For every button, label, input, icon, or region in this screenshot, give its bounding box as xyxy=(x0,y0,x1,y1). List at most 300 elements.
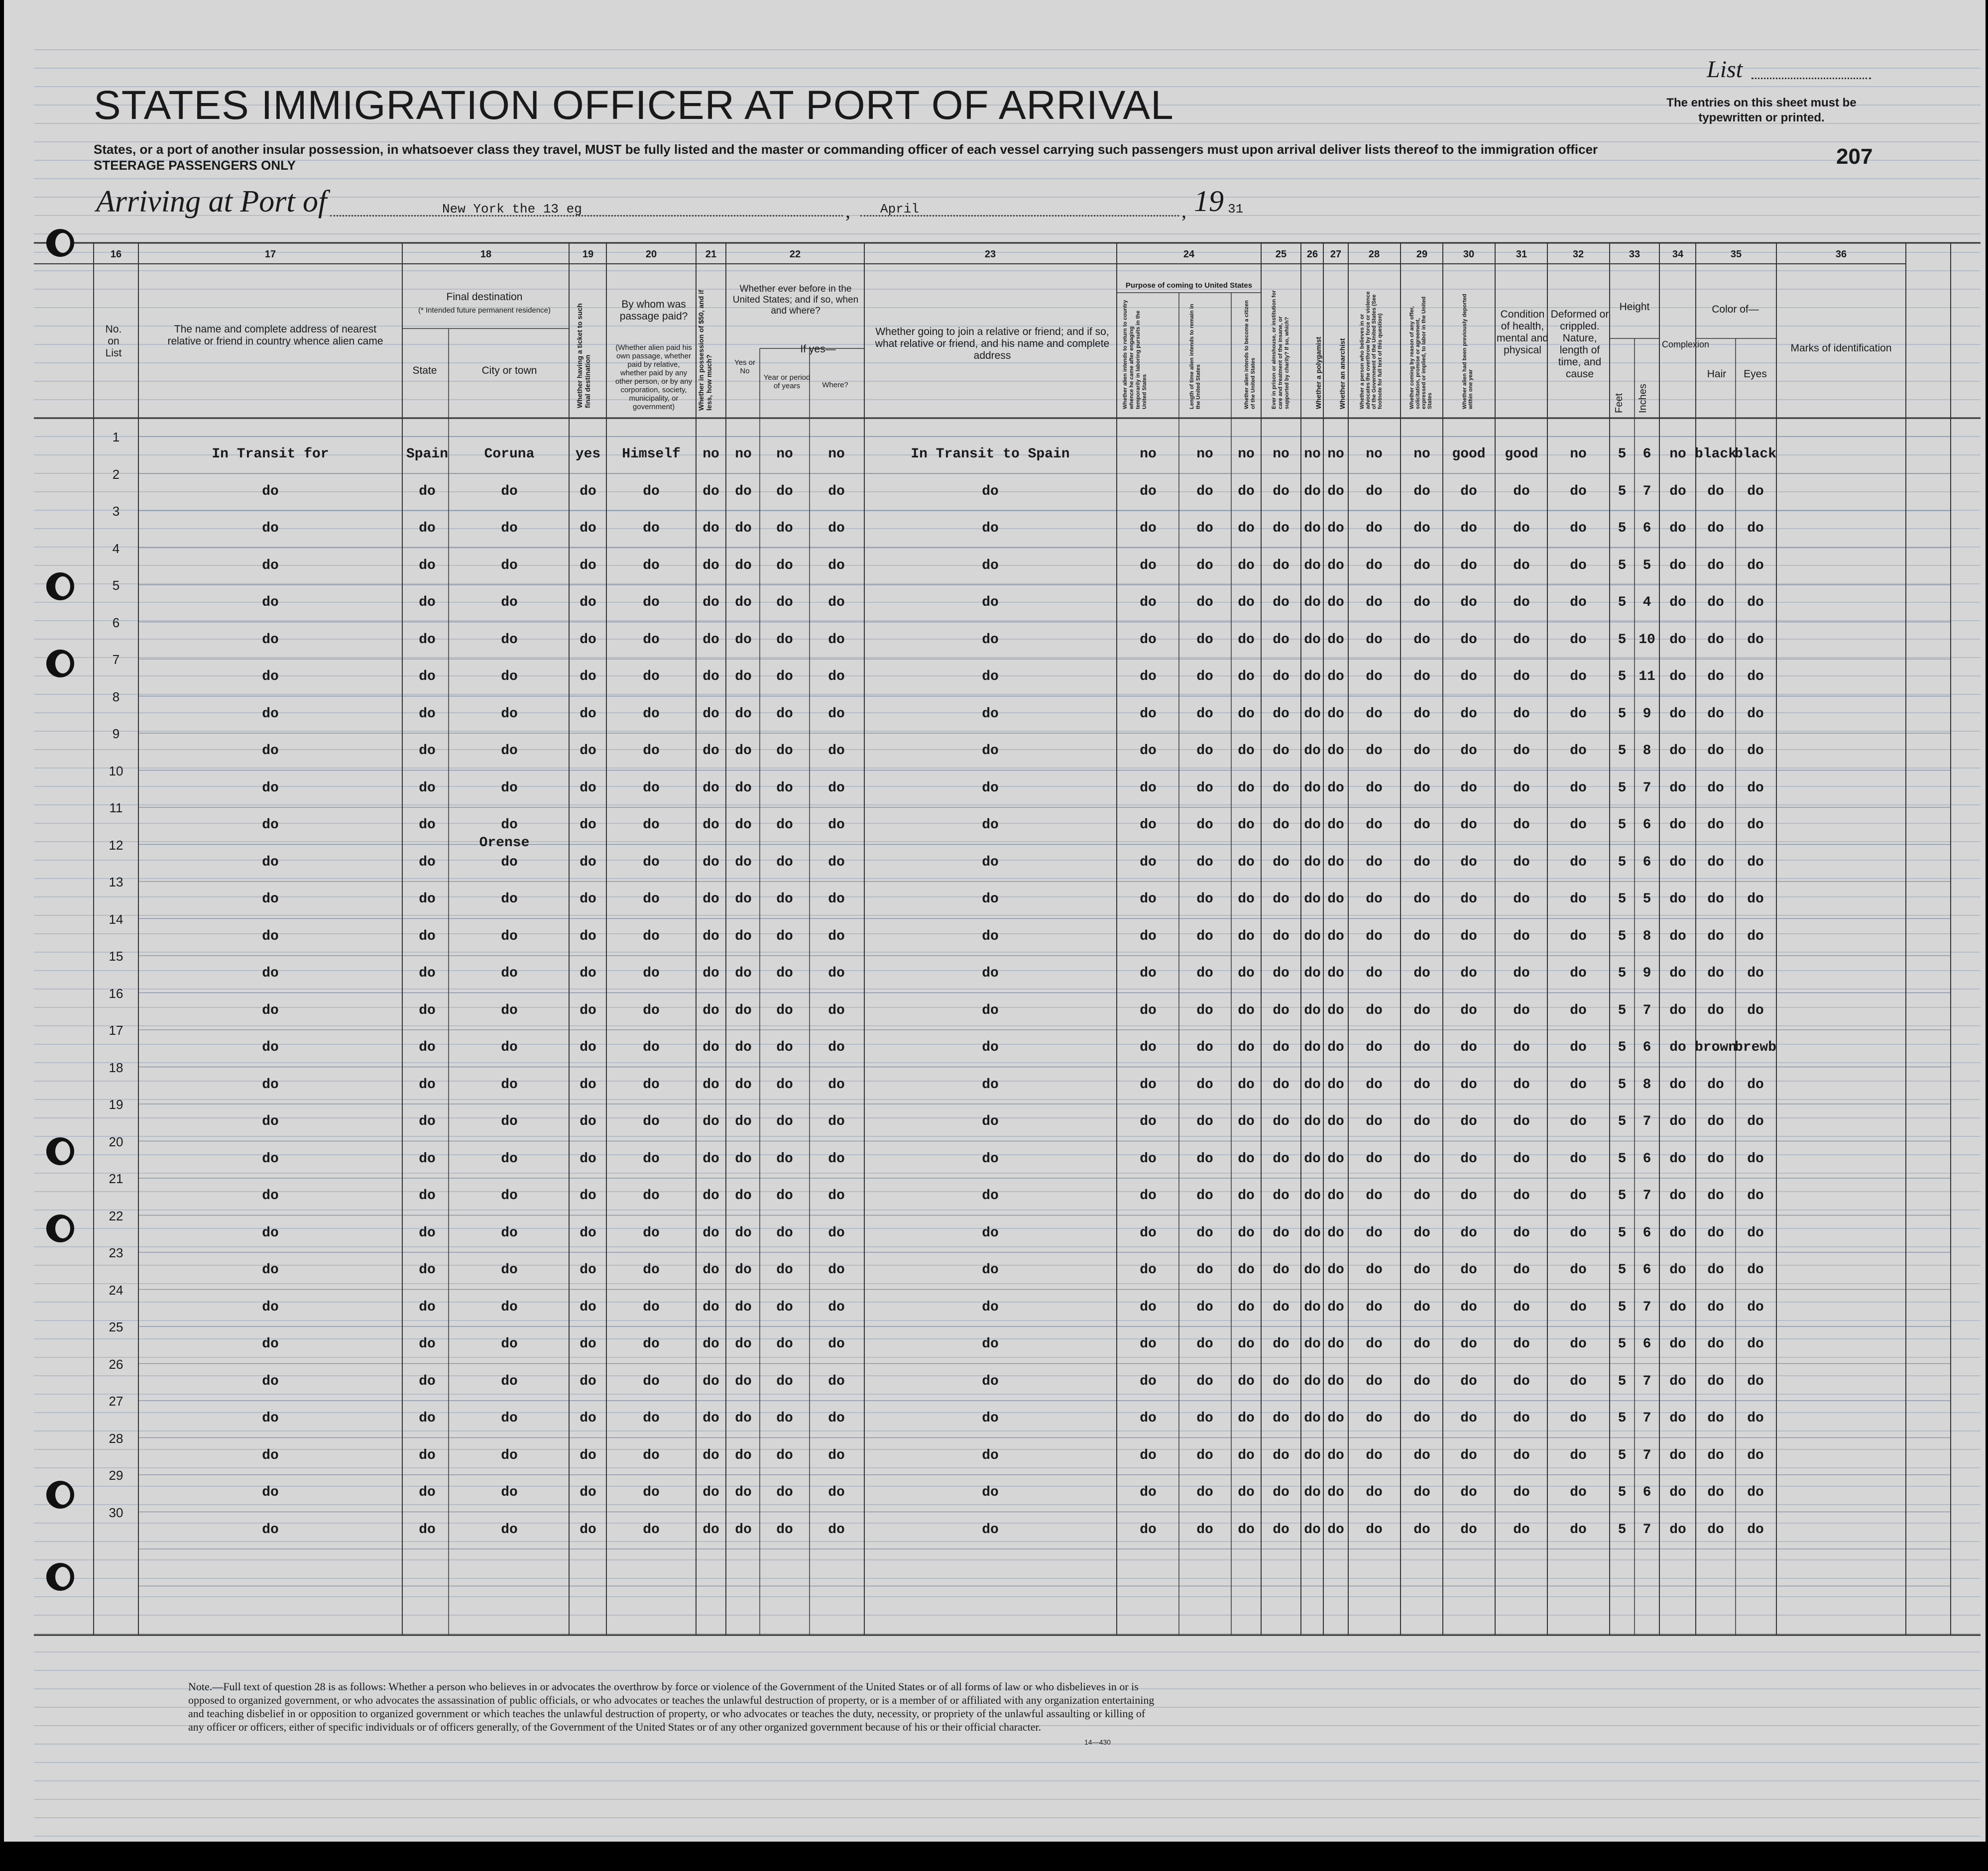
row-22-eyes: do xyxy=(1747,1225,1764,1241)
row-24-state: do xyxy=(419,1299,436,1315)
row-13-c32: do xyxy=(1570,891,1587,907)
row-5-where: do xyxy=(828,595,845,610)
row-24-c32: do xyxy=(1570,1299,1587,1315)
row-3-relative: do xyxy=(262,521,279,536)
row-29-c25: do xyxy=(1273,1485,1289,1500)
row-9-eyes: do xyxy=(1747,743,1764,759)
row-3-c32: do xyxy=(1570,521,1587,536)
row-28-hair: do xyxy=(1707,1447,1724,1463)
row-27-pb: do xyxy=(1196,1411,1213,1426)
row-21-complexion: do xyxy=(1669,1188,1686,1204)
row-8-feet: 5 xyxy=(1618,706,1627,722)
row-27-c30: do xyxy=(1460,1411,1477,1426)
row-6-c26: do xyxy=(1304,632,1321,648)
row-15-c32: do xyxy=(1570,966,1587,981)
col20-note: (Whether alien paid his own passage, whether paid by relative, whether paid by any other person, or by any corporation, society, municipality, or government) xyxy=(615,343,693,411)
row-22-c29: do xyxy=(1413,1225,1430,1241)
row-18-c30: do xyxy=(1460,1077,1477,1093)
row-number: 7 xyxy=(112,652,120,667)
row-26-paid_by: do xyxy=(643,1373,660,1389)
row-5-pb: do xyxy=(1196,595,1213,610)
row-25-c32: do xyxy=(1570,1336,1587,1352)
row-24-c28: do xyxy=(1366,1299,1383,1315)
row-16-year: do xyxy=(776,1002,793,1018)
row-26-feet: 5 xyxy=(1618,1373,1627,1389)
row-14-complexion: do xyxy=(1669,928,1686,944)
row-7-pb: do xyxy=(1196,669,1213,684)
row-5-eyes: do xyxy=(1747,595,1764,610)
row-22-state: do xyxy=(419,1225,436,1241)
row-26-c30: do xyxy=(1460,1373,1477,1389)
row-22-ticket: do xyxy=(580,1225,596,1241)
row-18-pc: do xyxy=(1238,1077,1255,1093)
row-2-relative: do xyxy=(262,483,279,499)
col31-header: Condition of health, mental and physical xyxy=(1497,309,1548,356)
row-14-pb: do xyxy=(1196,928,1213,944)
row-9-money: do xyxy=(702,743,719,759)
row-30-city: do xyxy=(501,1522,518,1538)
row-24-c29: do xyxy=(1413,1299,1430,1315)
row-30-inches: 7 xyxy=(1642,1522,1651,1538)
col33-header: Height xyxy=(1619,301,1650,313)
row-number: 19 xyxy=(109,1097,123,1112)
row-19-c30: do xyxy=(1460,1114,1477,1129)
row-2-feet: 5 xyxy=(1618,483,1627,499)
row-10-relative: do xyxy=(262,780,279,796)
row-16-state: do xyxy=(419,1002,436,1018)
row-6-join: do xyxy=(982,632,999,648)
row-4-relative: do xyxy=(262,557,279,573)
row-8-c25: do xyxy=(1273,706,1289,722)
row-28-c31: do xyxy=(1513,1447,1530,1463)
row-2-c31: do xyxy=(1513,483,1530,499)
row-5-pc: do xyxy=(1238,595,1255,610)
row-7-ticket: do xyxy=(580,669,596,684)
row-1-before-where: no xyxy=(828,446,845,462)
row-23-complexion: do xyxy=(1669,1262,1686,1278)
row-1-c28: no xyxy=(1366,446,1383,462)
row-13-c30: do xyxy=(1460,891,1477,907)
row-16-pa: do xyxy=(1140,1002,1157,1018)
row-20-city: do xyxy=(501,1151,518,1167)
row-18-c26: do xyxy=(1304,1077,1321,1093)
row-number: 12 xyxy=(109,837,123,853)
row-8-pc: do xyxy=(1238,706,1255,722)
row-7-complexion: do xyxy=(1669,669,1686,684)
row-16-c27: do xyxy=(1327,1002,1344,1018)
row-29-c27: do xyxy=(1327,1485,1344,1500)
row-25-c27: do xyxy=(1327,1336,1344,1352)
row-17-complexion: do xyxy=(1669,1040,1686,1055)
row-number: 20 xyxy=(109,1134,123,1149)
row-6-c29: do xyxy=(1413,632,1430,648)
row-22-c28: do xyxy=(1366,1225,1383,1241)
row-19-money: do xyxy=(702,1114,719,1129)
row-17-pa: do xyxy=(1140,1040,1157,1055)
row-20-year: do xyxy=(776,1151,793,1167)
row-15-money: do xyxy=(702,966,719,981)
row-19-pc: do xyxy=(1238,1114,1255,1129)
row-12-city: do xyxy=(501,854,518,870)
row-23-year: do xyxy=(776,1262,793,1278)
row-10-eyes: do xyxy=(1747,780,1764,796)
row-9-pa: do xyxy=(1140,743,1157,759)
row-10-join: do xyxy=(982,780,999,796)
row-8-ticket: do xyxy=(580,706,596,722)
row-number: 30 xyxy=(109,1505,123,1520)
row-12-feet: 5 xyxy=(1618,854,1627,870)
row-5-state: do xyxy=(419,595,436,610)
row-21-pb: do xyxy=(1196,1188,1213,1204)
col25-header: Ever in prison or almshouse, or institution for care and treatment of the insane, or supported by charity? If so, which? xyxy=(1271,290,1290,409)
row-27-c27: do xyxy=(1327,1411,1344,1426)
row-27-c31: do xyxy=(1513,1411,1530,1426)
row-21-money: do xyxy=(702,1188,719,1204)
row-3-ticket: do xyxy=(580,521,596,536)
row-29-feet: 5 xyxy=(1618,1485,1627,1500)
row-10-pc: do xyxy=(1238,780,1255,796)
row-13-c25: do xyxy=(1273,891,1289,907)
row-10-state: do xyxy=(419,780,436,796)
row-25-eyes: do xyxy=(1747,1336,1764,1352)
row-25-complexion: do xyxy=(1669,1336,1686,1352)
row-23-c25: do xyxy=(1273,1262,1289,1278)
row-5-c31: do xyxy=(1513,595,1530,610)
row-8-yn: do xyxy=(735,706,752,722)
row-30-paid_by: do xyxy=(643,1522,660,1538)
column-number-25: 25 xyxy=(1275,249,1287,260)
row-30-money: do xyxy=(702,1522,719,1538)
row-24-relative: do xyxy=(262,1299,279,1315)
row-11-city-change: Orense xyxy=(479,835,530,851)
row-16-complexion: do xyxy=(1669,1002,1686,1018)
row-10-paid_by: do xyxy=(643,780,660,796)
row-1-eyes: black xyxy=(1734,446,1776,462)
col36-header: Marks of identification xyxy=(1790,342,1892,354)
row-16-city: do xyxy=(501,1002,518,1018)
row-17-c29: do xyxy=(1413,1040,1430,1055)
row-17-c32: do xyxy=(1570,1040,1587,1055)
row-16-c30: do xyxy=(1460,1002,1477,1018)
row-14-c31: do xyxy=(1513,928,1530,944)
comma-mark: , xyxy=(845,200,850,222)
row-11-eyes: do xyxy=(1747,817,1764,833)
row-27-money: do xyxy=(702,1411,719,1426)
row-27-where: do xyxy=(828,1411,845,1426)
row-27-relative: do xyxy=(262,1411,279,1426)
row-10-c28: do xyxy=(1366,780,1383,796)
row-12-paid_by: do xyxy=(643,854,660,870)
row-number: 8 xyxy=(112,689,120,704)
column-number-33: 33 xyxy=(1629,249,1640,260)
row-15-pa: do xyxy=(1140,966,1157,981)
row-6-feet: 5 xyxy=(1618,632,1627,648)
row-5-c29: do xyxy=(1413,595,1430,610)
row-14-money: do xyxy=(702,928,719,944)
row-27-c25: do xyxy=(1273,1411,1289,1426)
row-3-c25: do xyxy=(1273,521,1289,536)
column-number-31: 31 xyxy=(1516,249,1527,260)
row-3-hair: do xyxy=(1707,521,1724,536)
row-15-eyes: do xyxy=(1747,966,1764,981)
row-number: 22 xyxy=(109,1208,123,1223)
row-22-inches: 6 xyxy=(1642,1225,1651,1241)
row-12-c26: do xyxy=(1304,854,1321,870)
column-number-19: 19 xyxy=(582,249,594,260)
row-7-c30: do xyxy=(1460,669,1477,684)
row-23-where: do xyxy=(828,1262,845,1278)
row-2-c29: do xyxy=(1413,483,1430,499)
row-4-year: do xyxy=(776,557,793,573)
row-25-c26: do xyxy=(1304,1336,1321,1352)
row-29-c29: do xyxy=(1413,1485,1430,1500)
row-number: 16 xyxy=(109,986,123,1001)
row-15-paid_by: do xyxy=(643,966,660,981)
row-22-feet: 5 xyxy=(1618,1225,1627,1241)
row-9-c32: do xyxy=(1570,743,1587,759)
row-23-c31: do xyxy=(1513,1262,1530,1278)
row-21-eyes: do xyxy=(1747,1188,1764,1204)
row-4-yn: do xyxy=(735,557,752,573)
row-29-complexion: do xyxy=(1669,1485,1686,1500)
entries-note: The entries on this sheet must be typewritten or printed. xyxy=(1666,96,1857,124)
row-4-c29: do xyxy=(1413,557,1430,573)
row-number: 3 xyxy=(112,504,120,519)
row-19-hair: do xyxy=(1707,1114,1724,1129)
row-24-city: do xyxy=(501,1299,518,1315)
row-11-ticket: do xyxy=(580,817,596,833)
row-26-year: do xyxy=(776,1373,793,1389)
row-18-pa: do xyxy=(1140,1077,1157,1093)
row-10-year: do xyxy=(776,780,793,796)
row-18-yn: do xyxy=(735,1077,752,1093)
row-23-money: do xyxy=(702,1262,719,1278)
row-23-ticket: do xyxy=(580,1262,596,1278)
row-17-state: do xyxy=(419,1040,436,1055)
row-19-where: do xyxy=(828,1114,845,1129)
col19-header: Whether having a ticket to such final destination xyxy=(576,303,591,408)
col22-ifyes: If yes— xyxy=(800,343,836,355)
row-13-c26: do xyxy=(1304,891,1321,907)
row-9-relative: do xyxy=(262,743,279,759)
row-1-purpose-c: no xyxy=(1238,446,1255,462)
row-22-c26: do xyxy=(1304,1225,1321,1241)
row-15-year: do xyxy=(776,966,793,981)
row-25-c31: do xyxy=(1513,1336,1530,1352)
row-25-feet: 5 xyxy=(1618,1336,1627,1352)
row-27-ticket: do xyxy=(580,1411,596,1426)
row-7-inches: 11 xyxy=(1638,669,1655,684)
row-9-c27: do xyxy=(1327,743,1344,759)
row-1-purpose-a: no xyxy=(1140,446,1157,462)
row-12-complexion: do xyxy=(1669,854,1686,870)
row-number: 26 xyxy=(109,1356,123,1372)
row-24-ticket: do xyxy=(580,1299,596,1315)
row-7-relative: do xyxy=(262,669,279,684)
row-9-c29: do xyxy=(1413,743,1430,759)
row-21-paid_by: do xyxy=(643,1188,660,1204)
row-5-c26: do xyxy=(1304,595,1321,610)
row-4-complexion: do xyxy=(1669,557,1686,573)
row-8-complexion: do xyxy=(1669,706,1686,722)
row-19-ticket: do xyxy=(580,1114,596,1129)
row-2-city: do xyxy=(501,483,518,499)
row-10-c30: do xyxy=(1460,780,1477,796)
row-24-pc: do xyxy=(1238,1299,1255,1315)
row-30-c28: do xyxy=(1366,1522,1383,1538)
row-27-complexion: do xyxy=(1669,1411,1686,1426)
row-20-state: do xyxy=(419,1151,436,1167)
row-18-city: do xyxy=(501,1077,518,1093)
row-3-money: do xyxy=(702,521,719,536)
row-21-city: do xyxy=(501,1188,518,1204)
row-14-paid_by: do xyxy=(643,928,660,944)
row-20-c31: do xyxy=(1513,1151,1530,1167)
row-11-paid_by: do xyxy=(643,817,660,833)
row-5-hair: do xyxy=(1707,595,1724,610)
row-14-hair: do xyxy=(1707,928,1724,944)
row-14-c29: do xyxy=(1413,928,1430,944)
row-30-ticket: do xyxy=(580,1522,596,1538)
row-29-where: do xyxy=(828,1485,845,1500)
row-26-pb: do xyxy=(1196,1373,1213,1389)
row-16-ticket: do xyxy=(580,1002,596,1018)
row-17-relative: do xyxy=(262,1040,279,1055)
row-19-c25: do xyxy=(1273,1114,1289,1129)
row-27-c32: do xyxy=(1570,1411,1587,1426)
col22-year-header: Year or period of years xyxy=(763,373,811,390)
row-number: 4 xyxy=(112,541,120,556)
row-19-c32: do xyxy=(1570,1114,1587,1129)
row-27-join: do xyxy=(982,1411,999,1426)
row-4-state: do xyxy=(419,557,436,573)
row-15-pb: do xyxy=(1196,966,1213,981)
row-21-c32: do xyxy=(1570,1188,1587,1204)
port-dotted-line xyxy=(330,215,843,217)
row-2-inches: 7 xyxy=(1642,483,1651,499)
row-24-c26: do xyxy=(1304,1299,1321,1315)
row-6-state: do xyxy=(419,632,436,648)
row-22-pc: do xyxy=(1238,1225,1255,1241)
row-2-year: do xyxy=(776,483,793,499)
punch-hole-mark xyxy=(46,1563,74,1591)
row-number: 27 xyxy=(109,1394,123,1409)
row-18-join: do xyxy=(982,1077,999,1093)
row-17-pb: do xyxy=(1196,1040,1213,1055)
row-6-city: do xyxy=(501,632,518,648)
row-27-c26: do xyxy=(1304,1411,1321,1426)
row-24-c31: do xyxy=(1513,1299,1530,1315)
row-8-c31: do xyxy=(1513,706,1530,722)
row-18-complexion: do xyxy=(1669,1077,1686,1093)
comma-mark: , xyxy=(1181,200,1186,222)
col34-header: Complexion xyxy=(1662,339,1710,349)
col23-header: Whether going to join a relative or friend; and if so, what relative or friend, and his name and complete address xyxy=(875,326,1110,361)
row-21-year: do xyxy=(776,1188,793,1204)
row-23-inches: 6 xyxy=(1642,1262,1651,1278)
row-9-state: do xyxy=(419,743,436,759)
row-number: 24 xyxy=(109,1282,123,1298)
col18-state-header: State xyxy=(412,365,437,376)
row-13-c31: do xyxy=(1513,891,1530,907)
row-13-ticket: do xyxy=(580,891,596,907)
row-12-state: do xyxy=(419,854,436,870)
row-24-pb: do xyxy=(1196,1299,1213,1315)
row-22-yn: do xyxy=(735,1225,752,1241)
row-13-complexion: do xyxy=(1669,891,1686,907)
row-15-pc: do xyxy=(1238,966,1255,981)
row-7-join: do xyxy=(982,669,999,684)
row-26-pa: do xyxy=(1140,1373,1157,1389)
row-18-year: do xyxy=(776,1077,793,1093)
row-28-join: do xyxy=(982,1447,999,1463)
row-20-where: do xyxy=(828,1151,845,1167)
row-28-year: do xyxy=(776,1447,793,1463)
row-12-pa: do xyxy=(1140,854,1157,870)
row-7-yn: do xyxy=(735,669,752,684)
row-30-c30: do xyxy=(1460,1522,1477,1538)
row-9-c25: do xyxy=(1273,743,1289,759)
row-9-paid_by: do xyxy=(643,743,660,759)
row-1-c30: good xyxy=(1452,446,1486,462)
row-22-pb: do xyxy=(1196,1225,1213,1241)
row-29-c31: do xyxy=(1513,1485,1530,1500)
row-20-feet: 5 xyxy=(1618,1151,1627,1167)
row-25-join: do xyxy=(982,1336,999,1352)
row-20-c27: do xyxy=(1327,1151,1344,1167)
row-20-pb: do xyxy=(1196,1151,1213,1167)
row-12-year: do xyxy=(776,854,793,870)
row-4-c27: do xyxy=(1327,557,1344,573)
row-15-c29: do xyxy=(1413,966,1430,981)
row-11-join: do xyxy=(982,817,999,833)
row-12-ticket: do xyxy=(580,854,596,870)
row-29-inches: 6 xyxy=(1642,1485,1651,1500)
row-15-c27: do xyxy=(1327,966,1344,981)
row-16-join: do xyxy=(982,1002,999,1018)
row-27-c28: do xyxy=(1366,1411,1383,1426)
row-6-complexion: do xyxy=(1669,632,1686,648)
row-10-c32: do xyxy=(1570,780,1587,796)
row-17-c28: do xyxy=(1366,1040,1383,1055)
row-1-money: no xyxy=(702,446,719,462)
row-30-c32: do xyxy=(1570,1522,1587,1538)
row-28-where: do xyxy=(828,1447,845,1463)
row-28-c28: do xyxy=(1366,1447,1383,1463)
row-26-c31: do xyxy=(1513,1373,1530,1389)
row-20-c28: do xyxy=(1366,1151,1383,1167)
column-number-16: 16 xyxy=(110,249,122,260)
row-30-c25: do xyxy=(1273,1522,1289,1538)
row-29-c32: do xyxy=(1570,1485,1587,1500)
row-28-eyes: do xyxy=(1747,1447,1764,1463)
row-12-c29: do xyxy=(1413,854,1430,870)
row-3-c28: do xyxy=(1366,521,1383,536)
row-28-relative: do xyxy=(262,1447,279,1463)
row-17-c30: do xyxy=(1460,1040,1477,1055)
row-7-c28: do xyxy=(1366,669,1383,684)
row-26-complexion: do xyxy=(1669,1373,1686,1389)
row-7-state: do xyxy=(419,669,436,684)
col17-header: The name and complete address of nearest relative or friend in country whence alien came xyxy=(167,324,383,347)
row-5-year: do xyxy=(776,595,793,610)
row-27-yn: do xyxy=(735,1411,752,1426)
row-23-pc: do xyxy=(1238,1262,1255,1278)
row-6-relative: do xyxy=(262,632,279,648)
row-2-c32: do xyxy=(1570,483,1587,499)
row-27-city: do xyxy=(501,1411,518,1426)
row-24-c27: do xyxy=(1327,1299,1344,1315)
